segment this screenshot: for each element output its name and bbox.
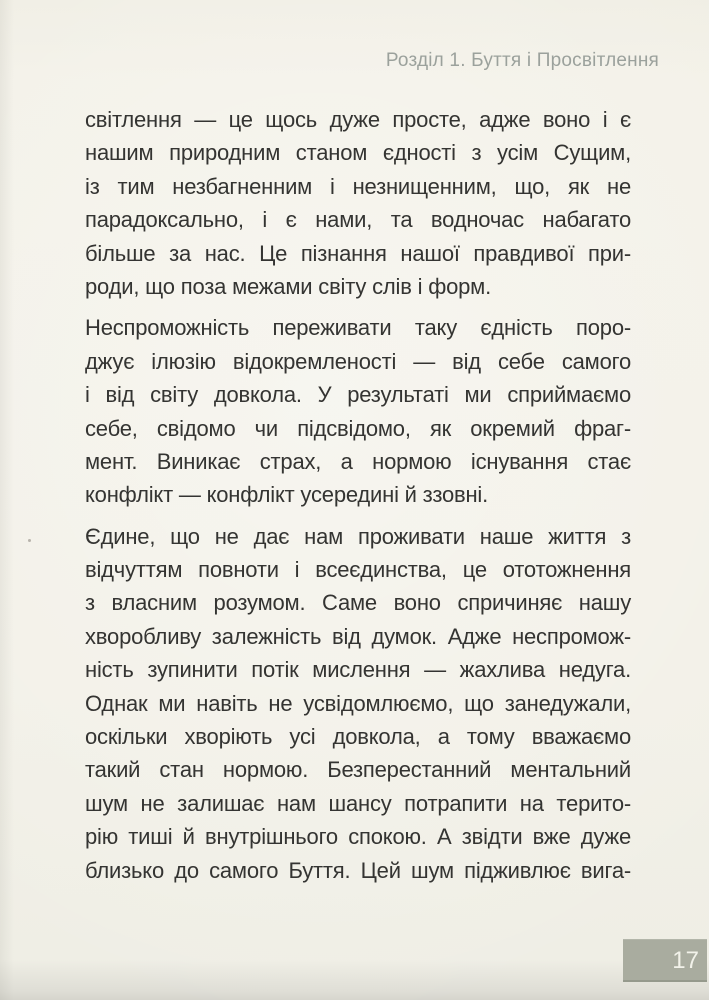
text-line: такий стан нормою. Безперестанний ментальний bbox=[85, 757, 631, 783]
text-line: світлення — це щось дуже просте, адже воно і є bbox=[85, 107, 631, 132]
text-line: мент. Виникає страх, а нормою існування стає bbox=[85, 448, 631, 474]
text-line: ність зупинити потік мислення — жахлива недуга. bbox=[85, 657, 631, 683]
text-line: Однак ми навіть не усвідомлюємо, що занедужали, bbox=[85, 690, 631, 716]
text-line: Єдине, що не дає нам проживати наше життя з bbox=[85, 523, 631, 549]
text-line: хворобливу залежність від думок. Адже неспромож- bbox=[85, 623, 631, 649]
paragraph bbox=[85, 311, 631, 511]
text-line: рію тиші й внутрішнього спокою. А звідти вже дуже bbox=[85, 824, 631, 850]
text-line: із тим незбагненним і незнищенним, що, як не bbox=[85, 173, 631, 199]
text-line: Неспроможність переживати таку єдність поро- bbox=[85, 315, 631, 341]
page-number-badge bbox=[623, 939, 707, 982]
text-line: парадоксально, і є нами, та водночас набагато bbox=[85, 207, 631, 233]
text-line: з власним розумом. Саме воно спричиняє нашу bbox=[85, 590, 631, 616]
text-line: шум не залишає нам шансу потрапити на терито- bbox=[85, 790, 631, 816]
text-line: і від світу довкола. У результаті ми сприймаємо bbox=[85, 382, 631, 408]
text-line: оскільки хворіють усі довкола, а тому вважаємо bbox=[85, 724, 631, 750]
chapter-header: Розділ 1. Буття і Просвітлення bbox=[385, 50, 659, 71]
text-line: близько до самого Буття. Цей шум підживлює вига- bbox=[85, 857, 631, 883]
text-line: нашим природним станом єдності з усім Сущим, bbox=[85, 140, 631, 166]
body-text bbox=[85, 103, 631, 887]
paragraph bbox=[85, 520, 631, 887]
text-line: себе, свідомо чи підсвідомо, як окремий фраг- bbox=[85, 415, 631, 441]
text-line: конфлікт — конфлікт усередині й ззовні. bbox=[85, 482, 489, 508]
text-line: роди, що поза межами світу слів і форм. bbox=[85, 273, 492, 299]
paper-speck bbox=[28, 539, 31, 542]
page-number: 17 bbox=[672, 946, 699, 974]
page-edge-shade bbox=[0, 0, 14, 1000]
text-line: більше за нас. Це пізнання нашої правдивої при- bbox=[85, 240, 631, 266]
text-line: джує ілюзію відокремленості — від себе самого bbox=[85, 348, 631, 374]
text-line: відчуттям повноти і всеєдинства, це ототожнення bbox=[85, 557, 631, 583]
paragraph bbox=[85, 103, 631, 303]
